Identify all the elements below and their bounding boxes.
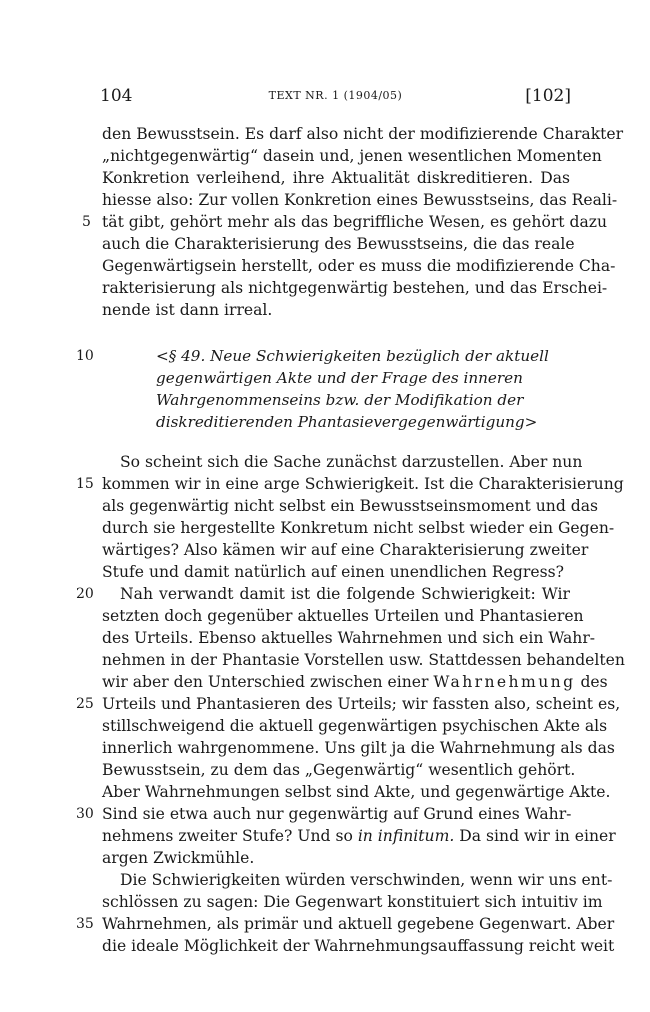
text-line: Gegenwärtigsein herstellt, oder es muss die modifizierende Cha- <box>102 257 616 275</box>
text-line: setzten doch gegenüber aktuelles Urteilen und Phantasieren <box>102 607 584 625</box>
line-number: 15 <box>76 476 94 492</box>
text-line: Sind sie etwa auch nur gegenwärtig auf Grund eines Wahr- <box>102 805 572 823</box>
text-line: nende ist dann irreal. <box>102 301 273 319</box>
text-segment: nehmens zweiter Stufe? Und so <box>102 827 353 845</box>
text-line: durch sie hergestellte Konkretum nicht selbst wieder ein Gegen- <box>102 519 615 537</box>
text-line: wärtiges? Also kämen wir auf eine Charakterisierung zweiter <box>102 541 589 559</box>
text-segment: wir aber den Unterschied zwischen einer <box>102 673 429 691</box>
text-line: auch die Charakterisierung des Bewusstseins, die das reale <box>102 235 575 253</box>
text-line: nehmen in der Phantasie Vorstellen usw. Stattdessen behandelten <box>102 651 625 669</box>
line-number: 10 <box>76 348 94 364</box>
text-line: tät gibt, gehört mehr als das begriffliche Wesen, es gehört dazu <box>102 213 608 231</box>
spaced-emphasis: Wahrnehmung <box>433 673 576 691</box>
text-line: Nah verwandt damit ist die folgende Schwierigkeit: Wir <box>120 585 570 603</box>
text-line: Bewusstsein, zu dem das „Gegenwärtig“ wesentlich gehört. <box>102 761 576 779</box>
line-number: 35 <box>76 916 94 932</box>
text-line: die ideale Möglichkeit der Wahrnehmungsauffassung reicht weit <box>102 937 615 955</box>
heading-line: <§ 49. Neue Schwierigkeiten bezüglich der aktuell <box>156 347 549 365</box>
text-line: schlössen zu sagen: Die Gegenwart konstituiert sich intuitiv im <box>102 893 603 911</box>
text-line: Stufe und damit natürlich auf einen unendlichen Regress? <box>102 563 564 581</box>
text-line: innerlich wahrgenommene. Uns gilt ja die Wahrnehmung als das <box>102 739 615 757</box>
running-title: TEXT NR. 1 (1904/05) <box>268 89 403 102</box>
heading-line: Wahrgenommenseins bzw. der Modifikation der <box>156 391 524 409</box>
text-line: des Urteils. Ebenso aktuelles Wahrnehmen und sich ein Wahr- <box>102 629 596 647</box>
text-segment: des <box>580 673 608 691</box>
heading-line: diskreditierenden Phantasievergegenwärtigung> <box>156 413 538 431</box>
text-line: als gegenwärtig nicht selbst ein Bewusstseinsmoment und das <box>102 497 599 515</box>
text-line: So scheint sich die Sache zunächst darzustellen. Aber nun <box>120 453 583 471</box>
line-number: 20 <box>76 586 94 602</box>
text-line: Wahrnehmen, als primär und aktuell gegebene Gegenwart. Aber <box>102 915 615 933</box>
text-line: rakterisierung als nichtgegenwärtig bestehen, und das Erschei- <box>102 279 608 297</box>
line-number: 30 <box>76 806 94 822</box>
line-number: 25 <box>76 696 94 712</box>
line-number: 5 <box>82 214 91 230</box>
page-number: 104 <box>100 86 133 106</box>
text-line: den Bewusstsein. Es darf also nicht der modifizierende Charakter <box>102 125 624 143</box>
text-line: stillschweigend die aktuell gegenwärtigen psychischen Akte als <box>102 717 608 735</box>
text-line: Urteils und Phantasieren des Urteils; wir fassten also, scheint es, <box>102 695 621 713</box>
text-line: argen Zwickmühle. <box>102 849 255 867</box>
bracket-page-number: [102] <box>525 86 571 106</box>
text-line: Die Schwierigkeiten würden verschwinden, wenn wir uns ent- <box>120 871 613 889</box>
heading-line: gegenwärtigen Akte und der Frage des inneren <box>156 369 523 387</box>
page-header <box>100 86 571 110</box>
text-line <box>102 672 608 692</box>
text-segment: Da sind wir in einer <box>459 827 616 845</box>
italic-emphasis: in infinitum. <box>357 827 455 845</box>
text-line: Konkretion verleihend, ihre Aktualität diskreditieren. Das <box>102 169 570 187</box>
text-line: kommen wir in eine arge Schwierigkeit. Ist die Charakterisierung <box>102 475 624 493</box>
text-line: hiesse also: Zur vollen Konkretion eines Bewusstseins, das Reali- <box>102 191 618 209</box>
text-line <box>102 826 616 846</box>
text-line: „nichtgegenwärtig“ dasein und, jenen wesentlichen Momenten <box>102 147 602 165</box>
text-line: Aber Wahrnehmungen selbst sind Akte, und gegenwärtige Akte. <box>102 783 611 801</box>
